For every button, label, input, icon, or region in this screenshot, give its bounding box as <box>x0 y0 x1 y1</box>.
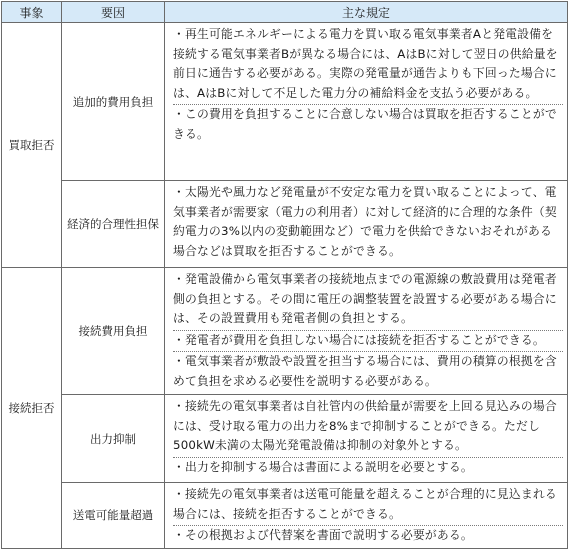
rule-paragraph: ・電気事業者が敷設や設置を担当する場合には、費用の積算の根拠を含めて負担を求める必要性を説明する必要がある。 <box>173 354 557 388</box>
factor-cell: 接続費用負担 <box>62 268 165 395</box>
table-row <box>2 268 568 395</box>
rule-paragraph: ・発電設備から電気事業者の接続地点までの電源線の敷設費用は発電者側の負担とする。その間に電圧の調整装置を設置する必要がある場合には、その設置費用も発電者側の負担とする。 <box>173 270 563 331</box>
rule-paragraph: ・この費用を負担することに合意しない場合は買取を拒否することができる。 <box>173 107 557 141</box>
table-body <box>2 23 568 549</box>
factor-cell: 出力抑制 <box>62 395 165 483</box>
factor-cell: 経済的合理性担保 <box>62 181 165 268</box>
table-row <box>2 395 568 483</box>
rule-cell <box>165 483 568 549</box>
rule-paragraph: ・出力を抑制する場合は書面による説明を必要とする。 <box>173 459 473 474</box>
rule-paragraph: ・接続先の電気事業者は自社管内の供給量が需要を上回る見込みの場合には、受け取る電力の出力を8%まで抑制することができる。ただし500kW未満の太陽光発電設備は抑制の対象外とする。 <box>173 397 563 458</box>
factor-cell: 追加的費用負担 <box>62 23 165 181</box>
rule-paragraph: ・太陽光や風力など発電量が不安定な電力を買い取ることによって、電気事業者が需要家（電力の利用者）に対して経済的に合理的な条件（契約電力の3%以内の変動範囲など）で電力を供給できないおそれがある場合などは買取を拒否することができる。 <box>173 185 557 258</box>
header-factor: 要因 <box>62 2 165 23</box>
rule-paragraph: ・接続先の電気事業者は送電可能量を超えることが合理的に見込まれる場合には、接続を拒否することができる。 <box>173 485 563 526</box>
header-row <box>2 2 568 23</box>
event-cell-purchase-refusal: 買取拒否 <box>2 23 62 268</box>
table-row <box>2 181 568 268</box>
regulation-table <box>1 1 568 549</box>
rule-cell <box>165 23 568 181</box>
rule-paragraph: ・その根拠および代替案を書面で説明する必要がある。 <box>173 528 473 542</box>
rule-cell <box>165 181 568 268</box>
factor-cell: 送電可能量超過 <box>62 483 165 549</box>
table-header <box>2 2 568 23</box>
header-rules: 主な規定 <box>165 2 568 23</box>
header-event: 事象 <box>2 2 62 23</box>
rule-paragraph: ・再生可能エネルギーによる電力を買い取る電気事業者Aと発電設備を接続する電気事業者Bが異なる場合には、AはBに対して翌日の供給量を前日に通告する必要がある。実際の発電量が通告よりも下回った場合には、AはBに対して不足した電力分の補給料金を支払う必要がある。 <box>173 25 563 105</box>
rule-cell <box>165 268 568 395</box>
table-row <box>2 483 568 549</box>
rule-paragraph: ・発電者が費用を負担しない場合には接続を拒否することができる。 <box>173 331 563 353</box>
event-cell-connection-refusal: 接続拒否 <box>2 268 62 549</box>
rule-cell <box>165 395 568 483</box>
table-row <box>2 23 568 181</box>
